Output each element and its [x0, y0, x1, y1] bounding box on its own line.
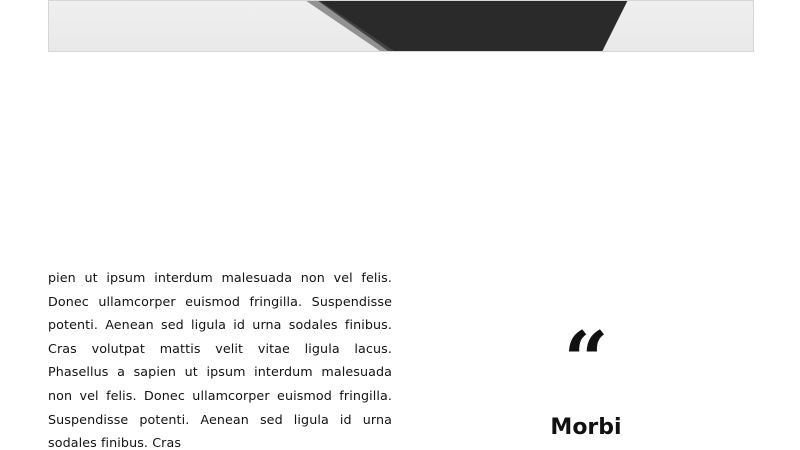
- article-body-column: [48, 266, 392, 450]
- article-body-text: pien ut ipsum interdum malesuada non vel felis. Donec ullamcorper euismod fringilla. Suspendisse potenti. Aenean sed ligula id urna sodales finibus. Cras volutpat mattis velit vitae ligula lacus. Phasellus a sapien ut ipsum interdum malesuada non vel felis. Donec ullamcorper euismod fringilla. Suspendisse potenti. Aenean sed ligula id urna sodales finibus. Cras: [48, 270, 392, 450]
- quote-title: Morbi: [550, 415, 622, 440]
- hero-image: [48, 0, 754, 52]
- hero-photo-icon: [49, 1, 753, 51]
- quote-mark-icon: “: [563, 315, 609, 406]
